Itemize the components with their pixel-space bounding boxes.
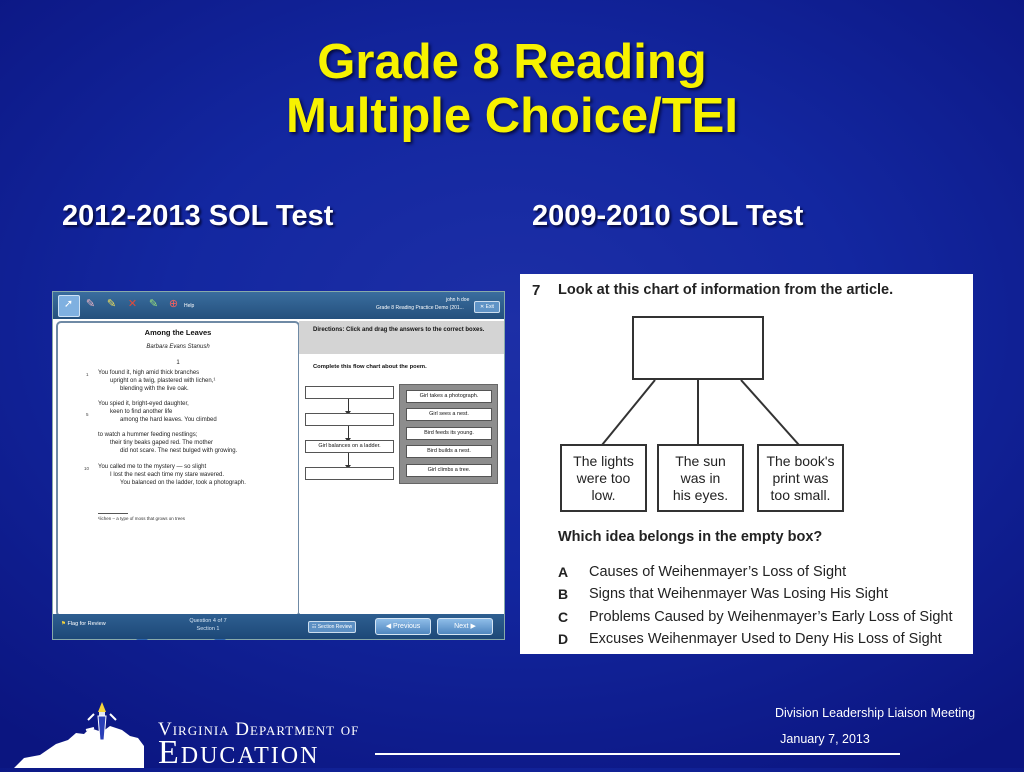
highlighter-icon[interactable]: ✎ — [106, 298, 117, 310]
slide-title-line1: Grade 8 Reading — [317, 35, 707, 89]
lifesaver-icon[interactable]: ⊕ — [168, 298, 179, 310]
flow-arrow — [348, 426, 349, 440]
poem-line: You spied it, bright-eyed daughter, — [98, 401, 189, 407]
chart-box-text: his eyes. — [672, 487, 729, 503]
flag-label: Flag for Review — [67, 621, 106, 627]
flow-arrow — [348, 453, 349, 467]
question-info — [173, 617, 243, 633]
flow-drop-box[interactable] — [305, 413, 394, 426]
directions-panel — [299, 321, 504, 354]
option-letter: C — [558, 609, 569, 625]
flag-icon: ⚑ — [61, 621, 66, 627]
chart-box-text: were too — [576, 470, 631, 486]
footnote: ¹lichen – a type of moss that grows on trees — [98, 516, 186, 521]
chart-box-text: The lights — [573, 453, 634, 469]
pencil-icon[interactable]: ✎ — [148, 298, 159, 310]
chart-box-text: The book's — [766, 453, 835, 469]
right-heading: 2009-2010 SOL Test — [532, 200, 804, 232]
user-name: john h doe — [446, 297, 470, 303]
flag-for-review-button[interactable] — [61, 621, 106, 627]
line-number: 1 — [86, 372, 89, 377]
poem-line: I lost the nest each time my stare wavered. — [110, 472, 225, 478]
section-review-button[interactable]: ☷ Section Review — [308, 621, 356, 633]
chart-box-2 — [657, 444, 744, 512]
chart-box-text: too small. — [770, 487, 831, 503]
meeting-name: Division Leadership Liaison Meeting — [774, 706, 976, 720]
chart-box-3 — [757, 444, 844, 512]
left-heading: 2012-2013 SOL Test — [62, 200, 334, 232]
option-letter: A — [558, 564, 569, 580]
flow-box-given: Girl balances on a ladder. — [305, 440, 394, 453]
option-letter: D — [558, 631, 569, 647]
poem-line: did not scare. The nest bulged with growing. — [120, 448, 238, 454]
eliminate-icon[interactable]: ✕ — [127, 298, 138, 310]
chart-box-text: was in — [680, 470, 721, 486]
chart-box-text: The sun — [675, 453, 726, 469]
poem-line: upright on a twig, plastered with lichen,¹ — [110, 378, 216, 384]
flow-drop-box[interactable] — [305, 386, 394, 399]
draggable-answer[interactable]: Bird builds a nest. — [406, 445, 492, 458]
help-button[interactable]: Help — [184, 303, 195, 309]
section-counter: Section 1 — [196, 626, 220, 632]
draggable-answer[interactable]: Girl climbs a tree. — [406, 464, 492, 477]
poem-author: Barbara Evans Stanush — [146, 344, 210, 350]
flow-arrow — [348, 399, 349, 413]
chart-box-text: print was — [772, 470, 829, 486]
poem-line: to watch a hummer feeding nestlings; — [98, 432, 198, 438]
option-text: Causes of Weihenmayer’s Loss of Sight — [589, 564, 847, 580]
exit-button[interactable]: ✕ Exit — [474, 301, 500, 313]
poem-line: their tiny beaks gaped red. The mother — [110, 440, 213, 446]
question-text: Look at this chart of information from the article. — [558, 282, 894, 298]
poem-line: You found it, high amid thick branches — [98, 370, 200, 376]
draggable-answer[interactable]: Girl takes a photograph. — [406, 390, 492, 403]
option-text: Problems Caused by Weihenmayer’s Early Loss of Sight — [589, 609, 953, 625]
option-letter: B — [558, 586, 569, 602]
passage-pane[interactable] — [56, 321, 300, 617]
line-number: 10 — [84, 466, 90, 471]
option-text: Signs that Weihenmayer Was Losing His Sight — [589, 586, 888, 602]
item-prompt: Complete this flow chart about the poem. — [313, 364, 427, 370]
question-counter: Question 4 of 7 — [189, 618, 227, 624]
vdoe-logo-line1: Virginia Department of — [158, 719, 360, 740]
pointer-icon: ➚ — [63, 298, 74, 310]
poem-line: You balanced on the ladder, took a photograph. — [120, 480, 246, 486]
flow-drop-box[interactable] — [305, 467, 394, 480]
poem-line: keen to find another life — [110, 409, 173, 415]
meeting-date: January 7, 2013 — [780, 732, 870, 746]
footer-divider — [375, 753, 900, 755]
stanza-marker: 1 — [176, 360, 180, 366]
eraser-icon[interactable]: ✎ — [85, 298, 96, 310]
chart-box-1 — [560, 444, 647, 512]
slide-title-line2: Multiple Choice/TEI — [286, 89, 738, 143]
chart-box-text: low. — [591, 487, 616, 503]
test-name: Grade 8 Reading Practice Demo (201... — [376, 305, 464, 311]
previous-button[interactable]: ◀ Previous — [375, 618, 431, 635]
option-text: Excuses Weihenmayer Used to Deny His Loss of Sight — [589, 631, 942, 647]
directions-text: Directions: Click and drag the answers to the correct boxes. — [313, 327, 485, 333]
vdoe-logo-line2: Education — [158, 734, 320, 771]
online-test-screenshot — [52, 291, 505, 640]
footnote-divider — [98, 513, 128, 514]
test-toolbar — [53, 292, 504, 319]
draggable-answer[interactable]: Girl sees a nest. — [406, 408, 492, 421]
draggable-answer[interactable]: Bird feeds its young. — [406, 427, 492, 440]
item-pane — [299, 321, 504, 613]
test-bottom-bar — [53, 614, 504, 639]
poem-line: among the hard leaves. You climbed — [120, 417, 217, 423]
poem-title: Among the Leaves — [144, 328, 212, 337]
question-stem: Which idea belongs in the empty box? — [558, 529, 823, 545]
answer-bank — [399, 384, 498, 484]
line-number: 5 — [86, 412, 89, 417]
next-button[interactable]: Next ▶ — [437, 618, 493, 635]
poem-line: blending with the live oak. — [120, 386, 189, 392]
question-number: 7 — [532, 282, 541, 299]
poem-line: You called me to the mystery — so slight — [98, 464, 207, 470]
virginia-state-logo — [10, 700, 145, 768]
paper-test-screenshot — [520, 274, 973, 654]
